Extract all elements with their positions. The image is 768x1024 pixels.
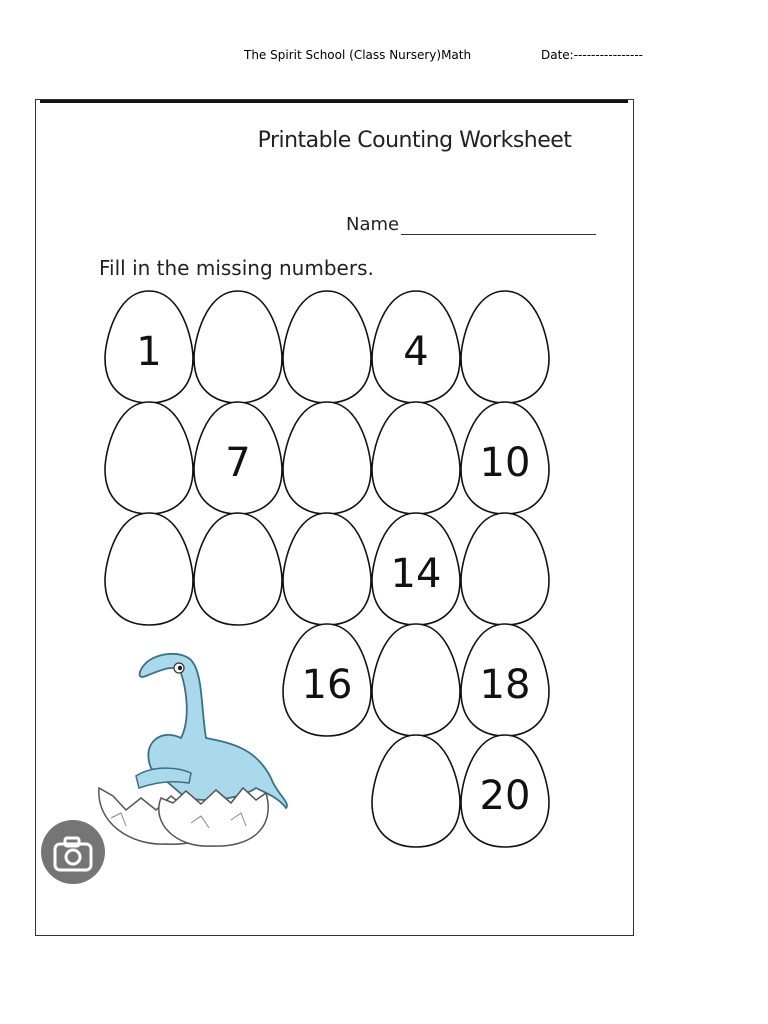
egg-1-1 [105,291,193,403]
egg-number: 14 [390,551,442,597]
egg-3-2 [194,513,282,625]
egg-2-2 [194,402,282,514]
egg-2-1 [105,402,193,514]
egg-3-4 [372,513,460,625]
egg-5-5 [461,735,549,847]
name-label: Name [346,214,400,235]
egg-2-5 [461,402,549,514]
egg-shape [283,402,371,514]
egg-3-3 [283,513,371,625]
egg-shape [372,735,460,847]
egg-number: 16 [301,662,353,708]
egg-shape [372,402,460,514]
egg-shape [283,513,371,625]
egg-number: 4 [403,329,429,375]
egg-shape [194,291,282,403]
dinosaur-hatching-icon [91,648,301,848]
egg-1-4 [372,291,460,403]
egg-number: 20 [479,773,531,819]
egg-shape [461,513,549,625]
egg-1-2 [194,291,282,403]
header-date: Date:---------------- [541,48,644,62]
instructions: Fill in the missing numbers. [99,256,374,280]
egg-4-4 [372,624,460,736]
egg-number: 10 [479,440,531,486]
egg-shape [105,402,193,514]
camera-icon[interactable] [41,820,105,884]
egg-1-3 [283,291,371,403]
header-school: The Spirit School (Class Nursery)Math [244,48,472,62]
egg-2-4 [372,402,460,514]
egg-number: 7 [225,440,251,486]
egg-4-5 [461,624,549,736]
egg-shape [194,513,282,625]
egg-number: 1 [136,329,162,375]
worksheet-title: Printable Counting Worksheet [257,128,572,153]
egg-3-5 [461,513,549,625]
egg-shape [372,624,460,736]
egg-shape [283,291,371,403]
egg-5-4 [372,735,460,847]
egg-shape [105,513,193,625]
egg-number: 18 [479,662,531,708]
egg-3-1 [105,513,193,625]
worksheet-image [35,99,634,936]
egg-1-5 [461,291,549,403]
egg-2-3 [283,402,371,514]
egg-shape [461,291,549,403]
